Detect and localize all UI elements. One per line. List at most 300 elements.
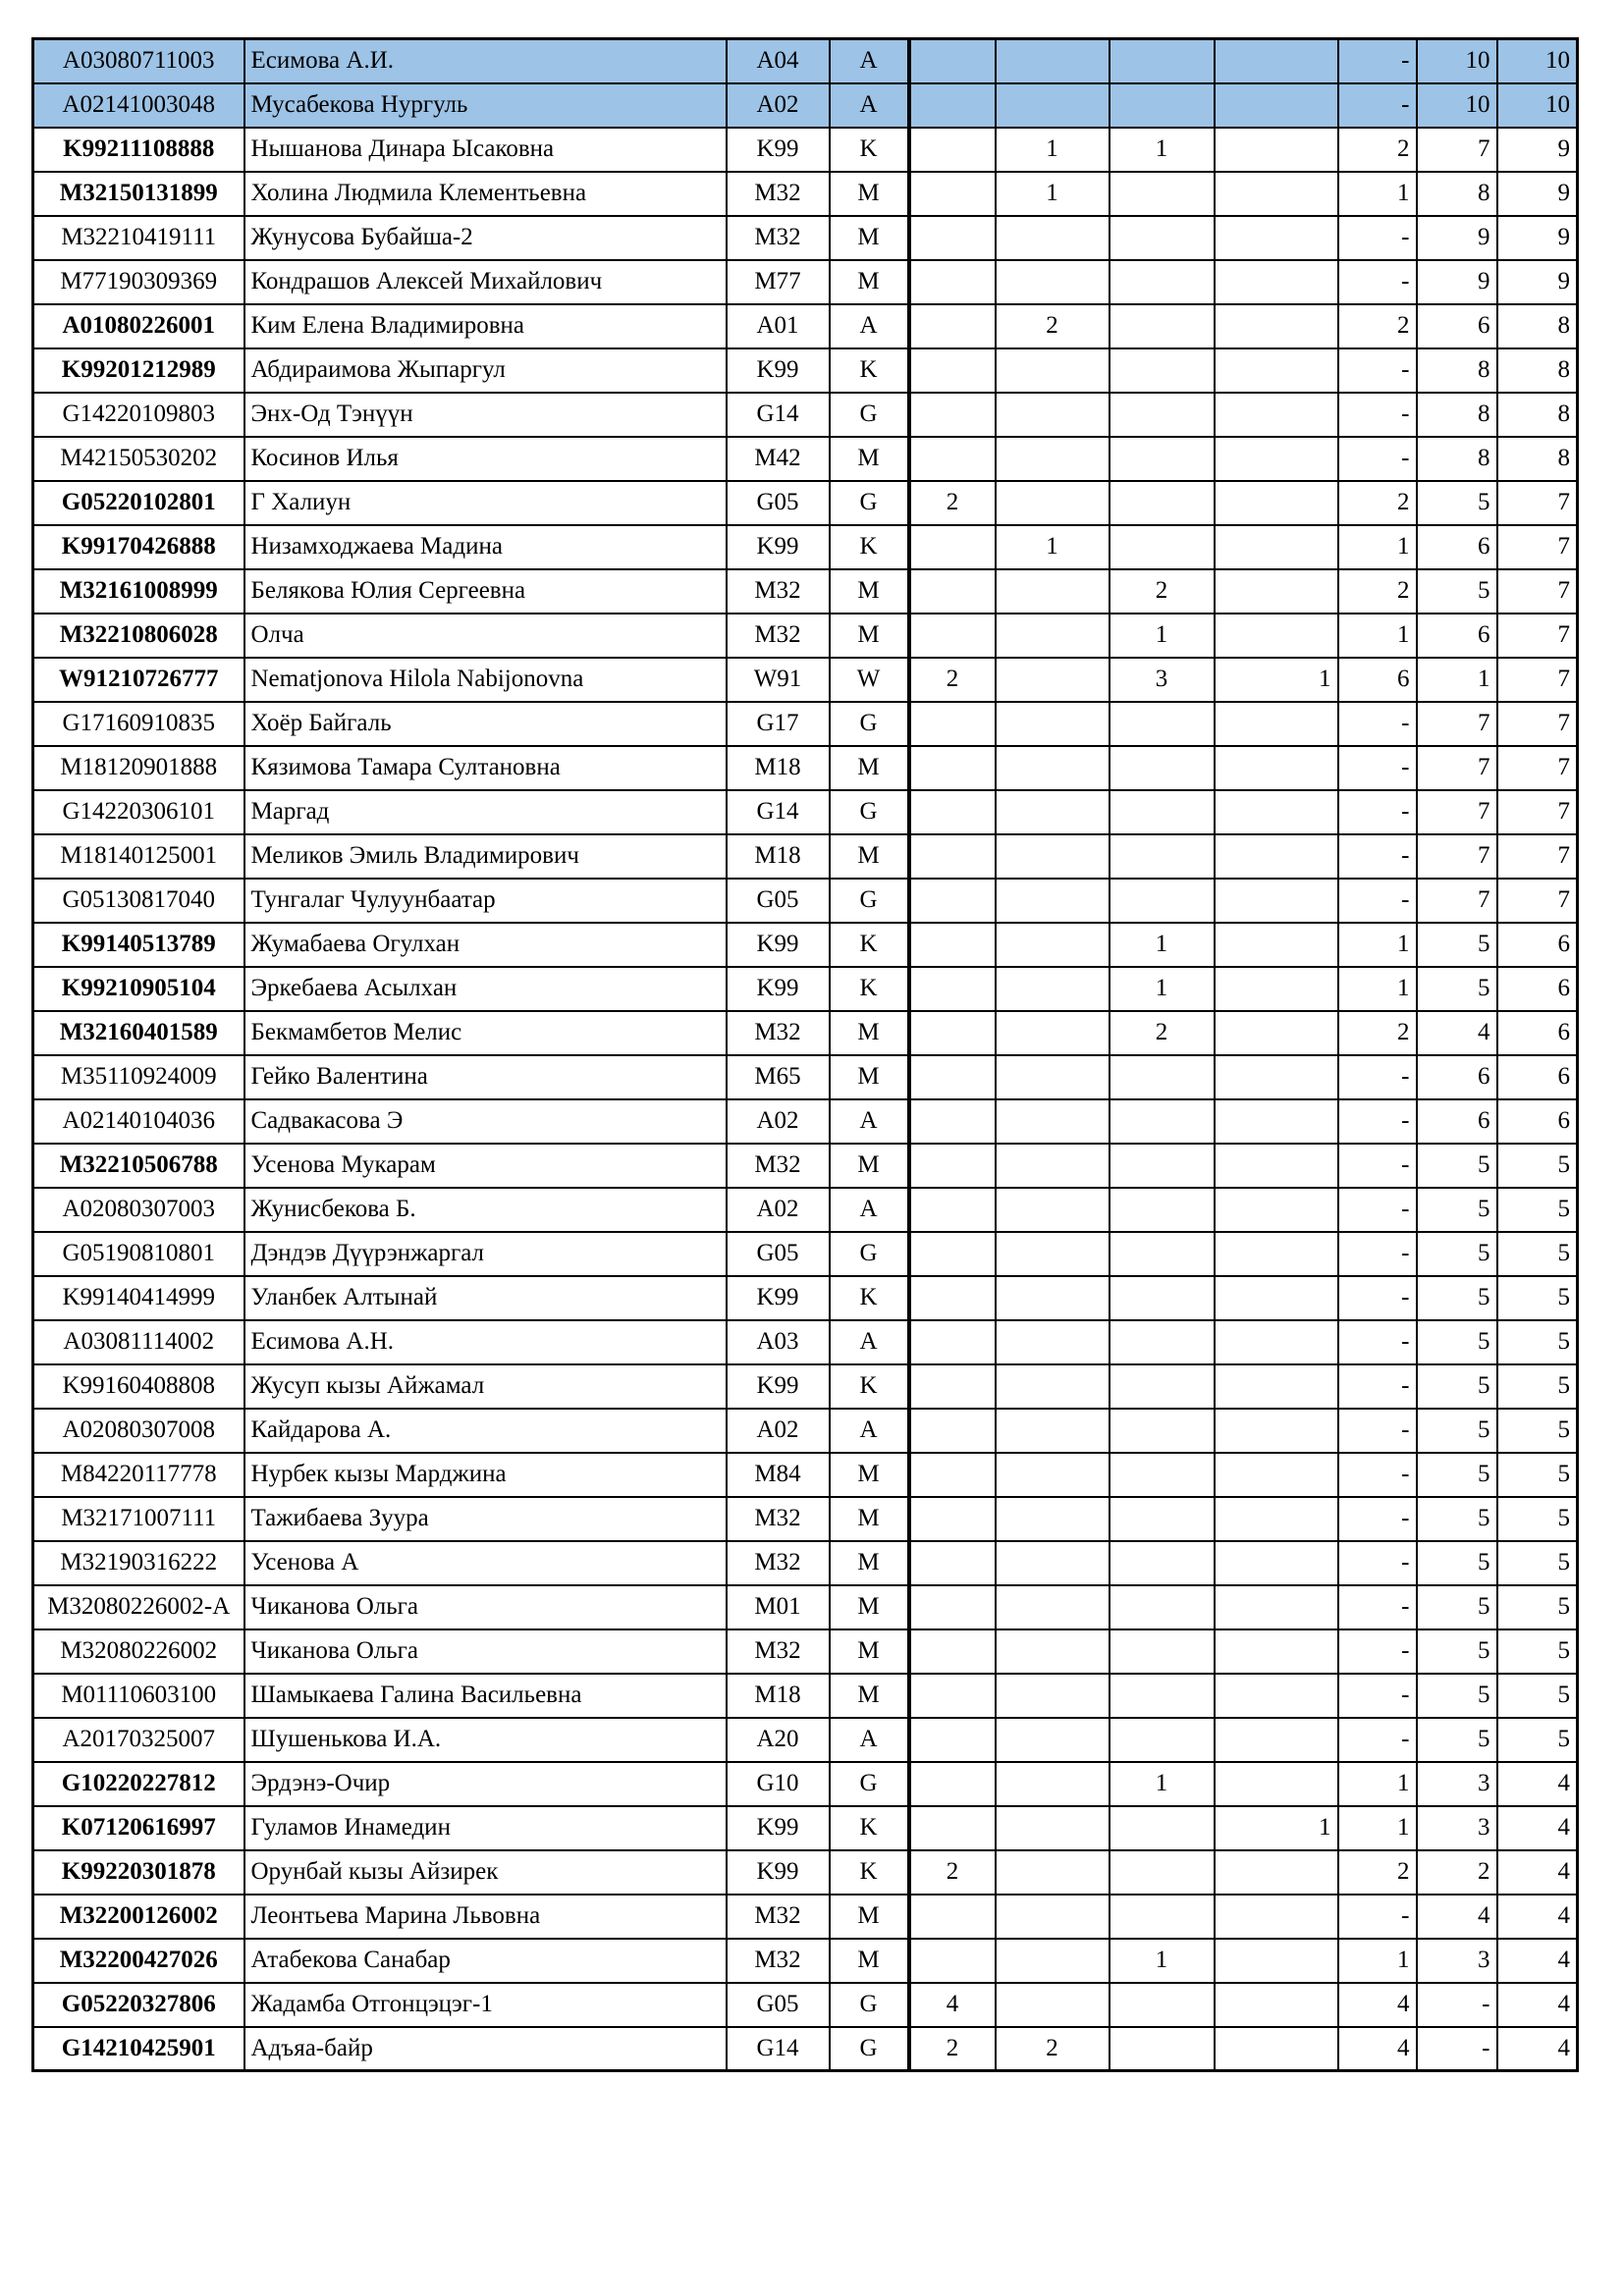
cell-name: Г Халиун: [244, 481, 727, 525]
cell-name: Абдираимова Жыпаргул: [244, 348, 727, 393]
cell-points: 9: [1417, 216, 1497, 260]
cell-name: Мусабекова Нургуль: [244, 83, 727, 128]
cell-score-2: [996, 1188, 1110, 1232]
cell-code: M32210506788: [33, 1144, 244, 1188]
cell-score-2: [996, 1011, 1110, 1055]
cell-score-2: [996, 1983, 1110, 2027]
cell-score-4: [1215, 393, 1338, 437]
cell-points: 5: [1417, 1276, 1497, 1320]
cell-score-2: [996, 1762, 1110, 1806]
cell-code: M32200427026: [33, 1939, 244, 1983]
table-row: [33, 481, 1578, 525]
cell-points: 6: [1417, 1099, 1497, 1144]
cell-name: Тажибаева Зуура: [244, 1497, 727, 1541]
cell-code: G17160910835: [33, 702, 244, 746]
cell-region: M: [830, 437, 909, 481]
cell-score-3: [1110, 437, 1215, 481]
cell-points: 8: [1417, 393, 1497, 437]
cell-score-3: [1110, 1364, 1215, 1409]
cell-code: A03081114002: [33, 1320, 244, 1364]
cell-name: Белякова Юлия Сергеевна: [244, 569, 727, 614]
cell-total: 10: [1497, 83, 1578, 128]
cell-subtotal: -: [1338, 1055, 1417, 1099]
cell-points: 5: [1417, 1674, 1497, 1718]
cell-subtotal: -: [1338, 1232, 1417, 1276]
cell-score-1: [909, 1762, 996, 1806]
cell-score-3: [1110, 879, 1215, 923]
cell-subtotal: -: [1338, 1629, 1417, 1674]
cell-points: 10: [1417, 39, 1497, 83]
cell-score-4: [1215, 2027, 1338, 2071]
cell-group: A04: [727, 39, 830, 83]
cell-code: K99160408808: [33, 1364, 244, 1409]
cell-code: K07120616997: [33, 1806, 244, 1850]
cell-total: 5: [1497, 1232, 1578, 1276]
cell-score-4: [1215, 1939, 1338, 1983]
cell-code: M35110924009: [33, 1055, 244, 1099]
cell-group: M18: [727, 834, 830, 879]
cell-region: M: [830, 260, 909, 304]
cell-points: 3: [1417, 1806, 1497, 1850]
cell-score-4: [1215, 879, 1338, 923]
cell-score-3: [1110, 304, 1215, 348]
cell-total: 6: [1497, 1011, 1578, 1055]
cell-score-1: [909, 1055, 996, 1099]
cell-group: K99: [727, 967, 830, 1011]
cell-score-2: [996, 790, 1110, 834]
cell-score-4: 1: [1215, 1806, 1338, 1850]
cell-subtotal: 1: [1338, 525, 1417, 569]
cell-name: Холина Людмила Клементьевна: [244, 172, 727, 216]
cell-code: G14210425901: [33, 2027, 244, 2071]
cell-score-4: [1215, 1850, 1338, 1895]
cell-code: M01110603100: [33, 1674, 244, 1718]
cell-score-3: [1110, 348, 1215, 393]
cell-code: M32190316222: [33, 1541, 244, 1585]
cell-subtotal: 1: [1338, 1939, 1417, 1983]
cell-score-1: [909, 1409, 996, 1453]
cell-subtotal: -: [1338, 1674, 1417, 1718]
cell-score-2: [996, 1497, 1110, 1541]
cell-score-2: [996, 260, 1110, 304]
cell-score-3: 1: [1110, 923, 1215, 967]
cell-group: G05: [727, 481, 830, 525]
cell-subtotal: -: [1338, 39, 1417, 83]
cell-score-2: [996, 1850, 1110, 1895]
cell-score-1: [909, 1541, 996, 1585]
cell-total: 7: [1497, 702, 1578, 746]
cell-total: 5: [1497, 1541, 1578, 1585]
cell-points: 3: [1417, 1939, 1497, 1983]
cell-region: G: [830, 2027, 909, 2071]
cell-score-4: [1215, 1144, 1338, 1188]
cell-total: 8: [1497, 437, 1578, 481]
cell-region: G: [830, 1762, 909, 1806]
cell-name: Nematjonova Hilola Nabijonovna: [244, 658, 727, 702]
cell-group: K99: [727, 525, 830, 569]
cell-score-1: [909, 437, 996, 481]
cell-score-4: [1215, 1453, 1338, 1497]
cell-subtotal: 4: [1338, 2027, 1417, 2071]
cell-group: M32: [727, 569, 830, 614]
cell-group: K99: [727, 1850, 830, 1895]
table-row: [33, 1718, 1578, 1762]
cell-group: K99: [727, 1364, 830, 1409]
cell-score-2: [996, 83, 1110, 128]
cell-group: M32: [727, 1011, 830, 1055]
cell-name: Энх-Од Тэнүүн: [244, 393, 727, 437]
cell-score-4: [1215, 1895, 1338, 1939]
cell-group: M32: [727, 1497, 830, 1541]
cell-group: M42: [727, 437, 830, 481]
cell-score-4: [1215, 1497, 1338, 1541]
cell-score-1: [909, 1718, 996, 1762]
cell-total: 5: [1497, 1453, 1578, 1497]
cell-name: Леонтьева Марина Львовна: [244, 1895, 727, 1939]
cell-score-2: [996, 437, 1110, 481]
table-row: [33, 746, 1578, 790]
cell-score-1: [909, 1497, 996, 1541]
cell-score-4: [1215, 1188, 1338, 1232]
cell-score-1: [909, 1895, 996, 1939]
cell-score-2: [996, 1585, 1110, 1629]
cell-name: Жунисбекова Б.: [244, 1188, 727, 1232]
cell-total: 6: [1497, 1099, 1578, 1144]
table-row: [33, 1541, 1578, 1585]
cell-score-2: [996, 923, 1110, 967]
table-row: [33, 879, 1578, 923]
cell-region: A: [830, 1320, 909, 1364]
cell-score-1: [909, 128, 996, 172]
cell-score-3: 2: [1110, 569, 1215, 614]
cell-code: K99201212989: [33, 348, 244, 393]
cell-group: M18: [727, 1674, 830, 1718]
cell-score-1: [909, 216, 996, 260]
cell-total: 7: [1497, 614, 1578, 658]
cell-group: A02: [727, 1099, 830, 1144]
cell-points: 9: [1417, 260, 1497, 304]
cell-group: K99: [727, 1276, 830, 1320]
cell-score-3: 1: [1110, 128, 1215, 172]
cell-total: 7: [1497, 658, 1578, 702]
cell-total: 5: [1497, 1674, 1578, 1718]
table-row: [33, 525, 1578, 569]
cell-score-2: 1: [996, 525, 1110, 569]
table-row: [33, 304, 1578, 348]
cell-score-3: [1110, 525, 1215, 569]
cell-group: M32: [727, 1541, 830, 1585]
cell-code: K99140513789: [33, 923, 244, 967]
cell-group: M32: [727, 1144, 830, 1188]
cell-score-3: [1110, 1188, 1215, 1232]
cell-group: A20: [727, 1718, 830, 1762]
cell-region: A: [830, 83, 909, 128]
cell-group: M32: [727, 1629, 830, 1674]
cell-code: G05190810801: [33, 1232, 244, 1276]
cell-name: Садвакасова Э: [244, 1099, 727, 1144]
cell-score-3: [1110, 1674, 1215, 1718]
table-row: [33, 1497, 1578, 1541]
cell-region: M: [830, 1629, 909, 1674]
cell-score-1: [909, 1232, 996, 1276]
cell-points: 4: [1417, 1011, 1497, 1055]
cell-score-3: [1110, 1144, 1215, 1188]
cell-group: M32: [727, 1939, 830, 1983]
cell-subtotal: -: [1338, 1099, 1417, 1144]
cell-code: M32171007111: [33, 1497, 244, 1541]
cell-score-1: [909, 1320, 996, 1364]
cell-score-1: 2: [909, 1850, 996, 1895]
table-row: [33, 1762, 1578, 1806]
cell-subtotal: 6: [1338, 658, 1417, 702]
table-row: [33, 1585, 1578, 1629]
cell-region: K: [830, 923, 909, 967]
cell-score-4: [1215, 1232, 1338, 1276]
cell-subtotal: -: [1338, 1144, 1417, 1188]
cell-score-1: 4: [909, 1983, 996, 2027]
cell-name: Кайдарова А.: [244, 1409, 727, 1453]
cell-score-3: 1: [1110, 1762, 1215, 1806]
cell-points: 7: [1417, 790, 1497, 834]
table-row: [33, 702, 1578, 746]
cell-score-3: [1110, 83, 1215, 128]
cell-score-3: [1110, 260, 1215, 304]
cell-score-2: [996, 1718, 1110, 1762]
cell-points: 8: [1417, 437, 1497, 481]
cell-subtotal: -: [1338, 1364, 1417, 1409]
cell-score-3: [1110, 1541, 1215, 1585]
cell-score-4: [1215, 1541, 1338, 1585]
cell-score-3: [1110, 1718, 1215, 1762]
cell-score-2: [996, 1364, 1110, 1409]
cell-subtotal: -: [1338, 1320, 1417, 1364]
cell-score-1: [909, 1585, 996, 1629]
cell-name: Тунгалаг Чулуунбаатар: [244, 879, 727, 923]
table-row: [33, 260, 1578, 304]
cell-code: M32080226002: [33, 1629, 244, 1674]
cell-group: A03: [727, 1320, 830, 1364]
cell-region: G: [830, 879, 909, 923]
cell-score-4: [1215, 569, 1338, 614]
cell-group: A02: [727, 83, 830, 128]
cell-score-2: [996, 348, 1110, 393]
cell-region: K: [830, 1850, 909, 1895]
table-row: [33, 2027, 1578, 2071]
cell-code: A20170325007: [33, 1718, 244, 1762]
cell-score-4: [1215, 304, 1338, 348]
cell-name: Шамыкаева Галина Васильевна: [244, 1674, 727, 1718]
cell-name: Косинов Илья: [244, 437, 727, 481]
cell-points: 7: [1417, 746, 1497, 790]
cell-score-4: [1215, 1629, 1338, 1674]
cell-region: M: [830, 1453, 909, 1497]
cell-region: M: [830, 1541, 909, 1585]
table-row: [33, 172, 1578, 216]
cell-score-1: [909, 393, 996, 437]
cell-name: Дэндэв Дүүрэнжаргал: [244, 1232, 727, 1276]
table-row: [33, 1011, 1578, 1055]
cell-score-4: [1215, 1364, 1338, 1409]
table-row: [33, 128, 1578, 172]
cell-total: 7: [1497, 879, 1578, 923]
cell-subtotal: 2: [1338, 128, 1417, 172]
cell-total: 8: [1497, 348, 1578, 393]
cell-code: M32210806028: [33, 614, 244, 658]
results-table: [31, 37, 1579, 2072]
cell-region: M: [830, 216, 909, 260]
cell-points: 2: [1417, 1850, 1497, 1895]
table-row: [33, 1055, 1578, 1099]
cell-score-4: [1215, 1276, 1338, 1320]
cell-code: K99220301878: [33, 1850, 244, 1895]
cell-score-2: [996, 39, 1110, 83]
table-row: [33, 834, 1578, 879]
cell-group: K99: [727, 923, 830, 967]
cell-score-1: [909, 923, 996, 967]
cell-score-3: [1110, 746, 1215, 790]
cell-score-3: [1110, 790, 1215, 834]
cell-points: 6: [1417, 614, 1497, 658]
cell-region: A: [830, 39, 909, 83]
table-row: [33, 614, 1578, 658]
cell-group: M01: [727, 1585, 830, 1629]
cell-score-4: [1215, 702, 1338, 746]
cell-score-2: [996, 1144, 1110, 1188]
cell-subtotal: -: [1338, 790, 1417, 834]
cell-score-3: [1110, 393, 1215, 437]
cell-subtotal: -: [1338, 702, 1417, 746]
table-row: [33, 1674, 1578, 1718]
cell-name: Гуламов Инамедин: [244, 1806, 727, 1850]
cell-points: 6: [1417, 1055, 1497, 1099]
cell-score-4: [1215, 172, 1338, 216]
cell-subtotal: -: [1338, 1188, 1417, 1232]
cell-group: M18: [727, 746, 830, 790]
cell-score-2: 2: [996, 304, 1110, 348]
cell-code: G10220227812: [33, 1762, 244, 1806]
cell-total: 6: [1497, 1055, 1578, 1099]
cell-region: K: [830, 525, 909, 569]
cell-code: K99170426888: [33, 525, 244, 569]
cell-subtotal: -: [1338, 746, 1417, 790]
cell-points: 5: [1417, 1364, 1497, 1409]
cell-score-2: [996, 1055, 1110, 1099]
cell-region: M: [830, 834, 909, 879]
cell-score-2: [996, 1320, 1110, 1364]
cell-group: M65: [727, 1055, 830, 1099]
table-row: [33, 393, 1578, 437]
cell-score-4: [1215, 1055, 1338, 1099]
cell-region: G: [830, 702, 909, 746]
table-row: [33, 1320, 1578, 1364]
cell-score-4: [1215, 39, 1338, 83]
cell-total: 9: [1497, 260, 1578, 304]
cell-subtotal: 2: [1338, 304, 1417, 348]
cell-group: A02: [727, 1188, 830, 1232]
cell-subtotal: -: [1338, 1541, 1417, 1585]
cell-points: 5: [1417, 569, 1497, 614]
cell-code: M32210419111: [33, 216, 244, 260]
table-row: [33, 923, 1578, 967]
cell-group: A01: [727, 304, 830, 348]
cell-points: 5: [1417, 1718, 1497, 1762]
cell-code: G14220306101: [33, 790, 244, 834]
cell-score-1: [909, 260, 996, 304]
cell-region: M: [830, 1055, 909, 1099]
cell-score-2: [996, 393, 1110, 437]
cell-total: 9: [1497, 216, 1578, 260]
cell-code: M77190309369: [33, 260, 244, 304]
cell-score-2: [996, 967, 1110, 1011]
cell-score-4: [1215, 128, 1338, 172]
cell-name: Орунбай кызы Айзирек: [244, 1850, 727, 1895]
cell-score-1: [909, 614, 996, 658]
cell-name: Эрдэнэ-Очир: [244, 1762, 727, 1806]
table-row: [33, 1276, 1578, 1320]
cell-subtotal: -: [1338, 216, 1417, 260]
cell-total: 5: [1497, 1188, 1578, 1232]
table-row: [33, 1144, 1578, 1188]
cell-points: 5: [1417, 1453, 1497, 1497]
cell-code: M32160401589: [33, 1011, 244, 1055]
cell-group: G14: [727, 790, 830, 834]
cell-score-4: [1215, 348, 1338, 393]
cell-score-3: [1110, 1232, 1215, 1276]
cell-score-4: 1: [1215, 658, 1338, 702]
cell-score-2: [996, 658, 1110, 702]
cell-region: M: [830, 1674, 909, 1718]
cell-total: 4: [1497, 2027, 1578, 2071]
cell-score-4: [1215, 1099, 1338, 1144]
table-row: [33, 39, 1578, 83]
cell-subtotal: -: [1338, 437, 1417, 481]
cell-points: 5: [1417, 1232, 1497, 1276]
cell-score-1: [909, 304, 996, 348]
table-row: [33, 1188, 1578, 1232]
cell-score-2: [996, 1099, 1110, 1144]
cell-score-3: [1110, 39, 1215, 83]
cell-score-2: [996, 702, 1110, 746]
cell-region: K: [830, 1276, 909, 1320]
cell-group: M84: [727, 1453, 830, 1497]
table-row: [33, 437, 1578, 481]
cell-score-3: [1110, 1409, 1215, 1453]
cell-region: K: [830, 967, 909, 1011]
cell-name: Жусуп кызы Айжамал: [244, 1364, 727, 1409]
cell-total: 7: [1497, 834, 1578, 879]
cell-score-3: [1110, 1850, 1215, 1895]
cell-score-3: [1110, 1055, 1215, 1099]
cell-score-2: [996, 1541, 1110, 1585]
cell-group: G05: [727, 1983, 830, 2027]
cell-score-2: [996, 1674, 1110, 1718]
cell-score-4: [1215, 1718, 1338, 1762]
cell-region: G: [830, 1232, 909, 1276]
cell-score-4: [1215, 481, 1338, 525]
cell-name: Маргад: [244, 790, 727, 834]
cell-total: 7: [1497, 525, 1578, 569]
cell-score-3: [1110, 1099, 1215, 1144]
cell-total: 4: [1497, 1806, 1578, 1850]
cell-score-1: [909, 1144, 996, 1188]
cell-name: Усенова Мукарам: [244, 1144, 727, 1188]
cell-subtotal: 1: [1338, 172, 1417, 216]
cell-score-3: 1: [1110, 967, 1215, 1011]
cell-code: M32200126002: [33, 1895, 244, 1939]
cell-score-1: 2: [909, 481, 996, 525]
table-row: [33, 1409, 1578, 1453]
cell-score-2: [996, 879, 1110, 923]
